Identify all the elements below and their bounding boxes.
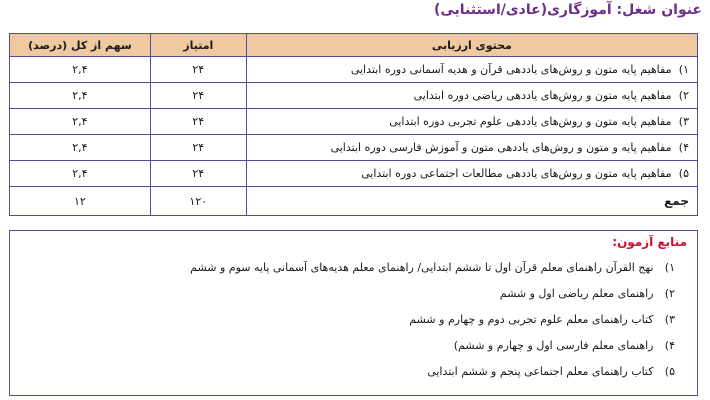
row-score: ۲۴ [150,109,246,135]
list-item [20,281,675,307]
sources-list [20,255,687,385]
row-content: مفاهیم پایه و متون و روش‌های یاددهی متون و آموزش فارسی دوره ابتدایی [330,141,672,154]
table-row [10,161,698,187]
row-score: ۲۴ [150,135,246,161]
table-row [10,57,698,83]
row-share: ۲,۴ [10,109,151,135]
list-item [20,307,675,333]
row-share: ۲,۴ [10,57,151,83]
row-content-cell [246,83,697,109]
row-share: ۲,۴ [10,161,151,187]
evaluation-table [9,33,698,216]
source-text: کتاب راهنمای معلم اجتماعی پنجم و ششم ابتدایی [427,365,654,378]
exam-sources-box [9,230,698,396]
row-content: مفاهیم پایه متون و روش‌های یاددهی ریاضی دوره ابتدایی [413,89,672,102]
row-content-cell [246,109,697,135]
row-content: مفاهیم پایه متون و روش‌های یاددهی علوم تجربی دوره ابتدایی [389,115,672,128]
source-text: راهنمای معلم ریاضی اول و ششم [499,287,654,300]
source-text: نهج القرآن راهنمای معلم قرآن اول تا ششم ابتدایی/ راهنمای معلم هدیه‌های آسمانی پایه سوم و ششم [190,261,654,274]
row-number: ۳) [678,115,689,128]
list-item [20,333,675,359]
row-share: ۲,۴ [10,83,151,109]
row-content: مفاهیم پایه متون و روش‌های یاددهی مطالعات اجتماعی دوره ابتدایی [361,167,672,180]
row-share: ۲,۴ [10,135,151,161]
row-content-cell [246,135,697,161]
row-content-cell [246,57,697,83]
row-number: ۲) [678,89,689,102]
row-number: ۵) [678,167,689,180]
source-number: ۵) [664,365,675,378]
total-row [10,187,698,216]
total-score: ۱۲۰ [150,187,246,216]
source-text: کتاب راهنمای معلم علوم تجربی دوم و چهارم و ششم [409,313,654,326]
row-score: ۲۴ [150,57,246,83]
list-item [20,255,675,281]
page-title: عنوان شغل: آموزگاری(عادی/استثنایی) [433,2,702,18]
table-row [10,135,698,161]
sources-title: منابع آزمون: [612,235,687,249]
total-label: جمع [246,187,697,216]
header-share: سهم از کل (درصد) [10,34,151,57]
row-content-cell [246,161,697,187]
source-number: ۳) [664,313,675,326]
total-share: ۱۲ [10,187,151,216]
source-number: ۱) [664,261,675,274]
source-number: ۴) [664,339,675,352]
row-content: مفاهیم پایه متون و روش‌های یاددهی قرآن و هدیه آسمانی دوره ابتدایی [350,63,672,76]
header-score: امتیاز [150,34,246,57]
row-number: ۴) [678,141,689,154]
table-row [10,83,698,109]
source-text: راهنمای معلم فارسی اول و چهارم و ششم) [453,339,654,352]
table-header-row [10,34,698,57]
header-content: محتوی ارزیابی [246,34,697,57]
row-number: ۱) [678,63,689,76]
row-score: ۲۴ [150,161,246,187]
list-item [20,359,675,385]
row-score: ۲۴ [150,83,246,109]
table-row [10,109,698,135]
source-number: ۲) [664,287,675,300]
